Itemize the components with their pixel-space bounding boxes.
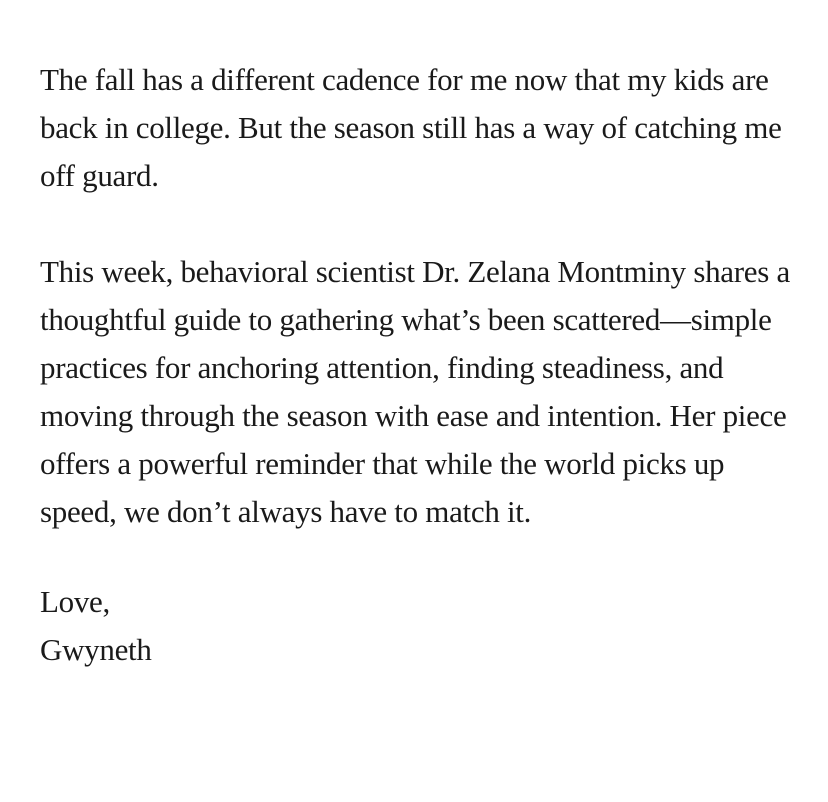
- signature-text: Gwyneth: [40, 632, 152, 667]
- closing-text: Love,: [40, 584, 110, 619]
- letter-body: [40, 56, 800, 674]
- feature-paragraph: This week, behavioral scientist Dr. Zelana Montminy shares a thoughtful guide to gathering what’s been scattered—simple practices for anchoring attention, finding steadiness, and moving through the season with ease and intention. Her piece offers a powerful reminder that while the world picks up speed, we don’t always have to match it.: [40, 254, 790, 529]
- intro-paragraph: The fall has a different cadence for me now that my kids are back in college. But the season still has a way of catching me off guard.: [40, 62, 782, 193]
- signoff: [40, 578, 800, 674]
